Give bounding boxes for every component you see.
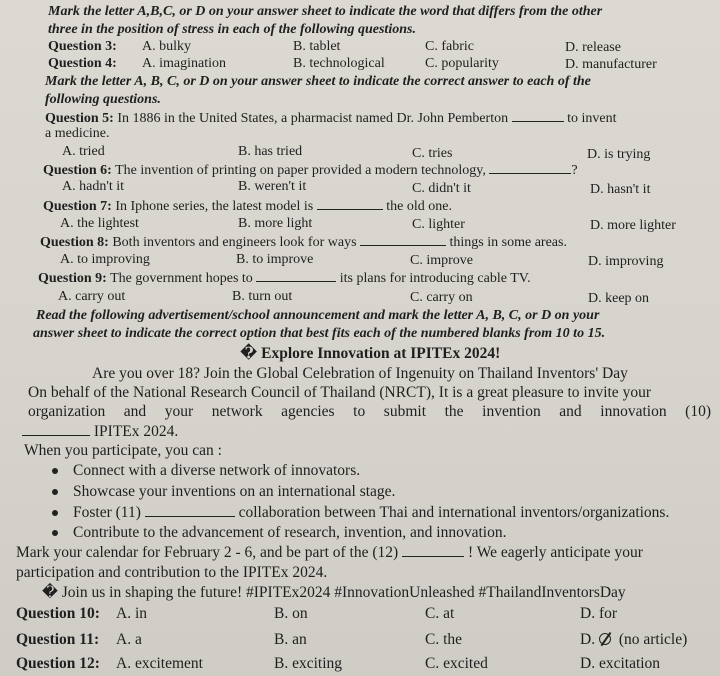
ad-bullet-1: Connect with a diverse network of innovators. <box>73 462 361 479</box>
question-5-label: Question 5: <box>45 111 114 126</box>
question-6-blank[interactable] <box>489 161 571 174</box>
question-11-option-d-note: (no article) <box>618 631 688 648</box>
question-6-text-after: ? <box>571 163 578 178</box>
question-5-option-d[interactable]: D. is trying <box>587 147 651 162</box>
question-5-stem-line-2: a medicine. <box>45 126 110 141</box>
question-8-stem <box>40 233 567 251</box>
question-6-option-d[interactable]: D. hasn't it <box>590 182 651 197</box>
bullet-dot <box>52 510 58 516</box>
question-7-blank[interactable] <box>317 197 383 210</box>
ad-bullet-4: Contribute to the advancement of research, invention, and innovation. <box>73 524 507 541</box>
question-12-option-d[interactable]: D. excitation <box>580 655 661 672</box>
question-5-option-a[interactable]: A. tried <box>62 144 105 159</box>
question-7-option-c[interactable]: C. lighter <box>412 217 465 232</box>
bullet-dot <box>52 468 58 474</box>
question-7-label: Question 7: <box>43 199 112 214</box>
question-11-option-a[interactable]: A. a <box>116 631 142 648</box>
question-7-stem <box>43 197 452 215</box>
blank-10[interactable] <box>22 423 90 436</box>
question-5-text-after: to invent <box>567 111 617 126</box>
ad-intro: Are you over 18? Join the Global Celebration of Ingenuity on Thailand Inventors' Day <box>92 365 628 382</box>
question-4-label: Question 4: <box>48 56 117 71</box>
question-12-option-c[interactable]: C. excited <box>425 655 488 672</box>
ad-title: � Explore Innovation at IPITEx 2024! <box>240 345 501 362</box>
question-3-label: Question 3: <box>48 39 117 54</box>
question-6-option-c[interactable]: C. didn't it <box>412 181 471 196</box>
question-11-label: Question 11: <box>16 631 100 648</box>
ad-bullet-3-before: Foster (11) <box>73 504 141 521</box>
ad-paragraph-line-3 <box>22 422 178 441</box>
question-6-label: Question 6: <box>43 163 112 178</box>
blank-12[interactable] <box>402 544 464 557</box>
ad-calendar-line-2: participation and contribution to the IPITEx 2024. <box>16 564 328 581</box>
question-10-option-c[interactable]: C. at <box>425 605 455 622</box>
question-4-option-a[interactable]: A. imagination <box>142 56 226 71</box>
question-6-stem <box>43 161 578 179</box>
question-8-blank[interactable] <box>360 233 446 246</box>
question-6-option-a[interactable]: A. hadn't it <box>62 179 125 194</box>
question-6-option-b[interactable]: B. weren't it <box>238 179 307 194</box>
question-3-option-b[interactable]: B. tablet <box>293 39 341 54</box>
question-11-option-d[interactable] <box>580 630 687 649</box>
question-8-label: Question 8: <box>40 235 109 250</box>
instruction-1-line-1: Mark the letter A,B,C, or D on your answer sheet to indicate the word that differs from the other <box>48 4 603 19</box>
question-9-option-a[interactable]: A. carry out <box>58 289 126 304</box>
question-4-option-d[interactable]: D. manufacturer <box>565 57 657 72</box>
question-12-option-a[interactable]: A. excitement <box>116 655 203 672</box>
question-11-option-c[interactable]: C. the <box>425 631 463 648</box>
question-8-option-a[interactable]: A. to improving <box>60 252 150 267</box>
ad-paragraph-line-3-text: IPITEx 2024. <box>93 423 179 440</box>
instruction-3-line-1: Read the following advertisement/school announcement and mark the letter A, B, C, or D on your <box>36 308 600 323</box>
question-9-label: Question 9: <box>38 271 107 286</box>
question-10-label: Question 10: <box>16 605 100 622</box>
question-9-option-c[interactable]: C. carry on <box>410 290 473 305</box>
question-9-option-d[interactable]: D. keep on <box>588 291 650 306</box>
question-7-text-before: In Iphone series, the latest model is <box>115 199 314 214</box>
question-8-text-before: Both inventors and engineers look for ways <box>112 235 357 250</box>
question-3-option-c[interactable]: C. fabric <box>425 39 474 54</box>
ad-bullet-3 <box>73 503 669 522</box>
question-10-option-a[interactable]: A. in <box>116 605 147 622</box>
question-6-text-before: The invention of printing on paper provided a modern technology, <box>115 163 486 178</box>
ad-bullet-3-after: collaboration between Thai and international inventors/organizations. <box>238 504 670 521</box>
ad-calendar-before: Mark your calendar for February 2 - 6, and be part of the (12) <box>16 544 399 561</box>
ad-paragraph-line-2: organization and your network agencies to submit the invention and innovation (10) <box>28 403 711 420</box>
question-7-option-d[interactable]: D. more lighter <box>590 218 676 233</box>
ad-bullet-2: Showcase your inventions on an international stage. <box>73 483 396 500</box>
bullet-dot <box>52 489 58 495</box>
blank-11[interactable] <box>145 504 235 517</box>
question-8-option-c[interactable]: C. improve <box>410 253 473 268</box>
ad-hashtags: � Join us in shaping the future! #IPITEx2024 #InnovationUnleashed #ThailandInventorsDay <box>42 584 626 601</box>
question-11-option-b[interactable]: B. an <box>274 631 307 648</box>
question-3-option-d[interactable]: D. release <box>565 40 621 55</box>
bullet-dot <box>52 530 58 536</box>
ad-calendar-line-1 <box>16 543 643 562</box>
question-5-text-before: In 1886 in the United States, a pharmacist named Dr. John Pemberton <box>117 111 509 126</box>
question-5-stem <box>45 109 617 127</box>
instruction-2-line-2: following questions. <box>45 92 161 107</box>
question-9-stem <box>38 269 531 287</box>
question-8-text-after: things in some areas. <box>449 235 567 250</box>
question-12-label: Question 12: <box>16 655 100 672</box>
question-9-text-after: its plans for introducing cable TV. <box>339 271 531 286</box>
question-7-option-b[interactable]: B. more light <box>238 216 313 231</box>
question-7-text-after: the old one. <box>386 199 452 214</box>
question-10-option-d[interactable]: D. for <box>580 605 618 622</box>
question-9-text-before: The government hopes to <box>110 271 253 286</box>
question-5-option-c[interactable]: C. tries <box>412 146 453 161</box>
ad-when-heading: When you participate, you can : <box>24 442 222 459</box>
instruction-1-line-2: three in the position of stress in each of the following questions. <box>48 22 416 37</box>
ad-paragraph-line-1: On behalf of the National Research Council of Thailand (NRCT), It is a great pleasure to invite your <box>28 384 651 401</box>
instruction-3-line-2: answer sheet to indicate the correct option that best fits each of the numbered blanks from 10 to 15. <box>33 326 606 341</box>
question-10-option-b[interactable]: B. on <box>274 605 308 622</box>
instruction-2-line-1: Mark the letter A, B, C, or D on your answer sheet to indicate the correct answer to each of the <box>45 74 591 89</box>
question-3-option-a[interactable]: A. bulky <box>142 39 191 54</box>
question-8-option-b[interactable]: B. to improve <box>236 252 314 267</box>
question-4-option-c[interactable]: C. popularity <box>425 56 499 71</box>
question-5-blank[interactable] <box>512 109 564 122</box>
question-8-option-d[interactable]: D. improving <box>588 254 664 269</box>
question-11-option-d-prefix: D. <box>580 631 596 648</box>
question-7-option-a[interactable]: A. the lightest <box>60 216 139 231</box>
empty-set-icon <box>599 633 611 645</box>
question-5-option-b[interactable]: B. has tried <box>238 144 303 159</box>
question-9-option-b[interactable]: B. turn out <box>232 289 293 304</box>
ad-calendar-after: ! We eagerly anticipate your <box>467 544 643 561</box>
question-4-option-b[interactable]: B. technological <box>293 56 385 71</box>
question-9-blank[interactable] <box>256 269 336 282</box>
question-12-option-b[interactable]: B. exciting <box>274 655 343 672</box>
